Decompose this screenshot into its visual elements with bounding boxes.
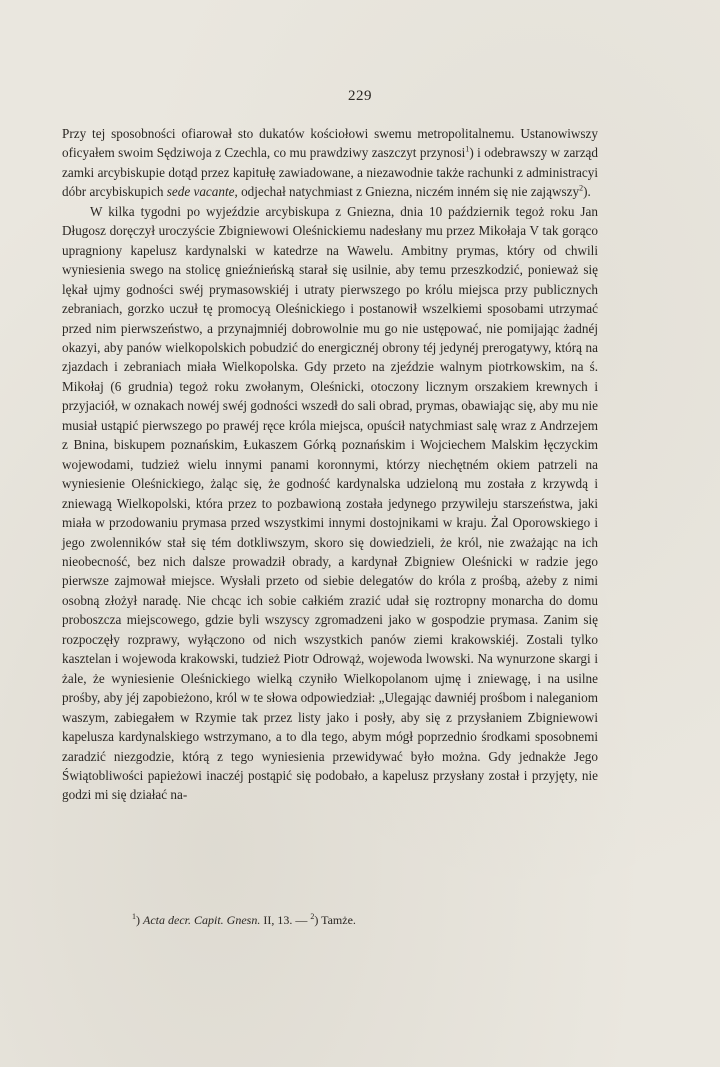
text-run: ) i odebrawszy w zarząd zamki arcybiskupie dotąd przez kapitułę zawiadowane, a niezawodnie także rachunki z administracyi dóbr arcybiskupich: [62, 145, 599, 200]
body-text: [62, 124, 598, 805]
paragraph: [62, 202, 598, 805]
text-run: ).: [583, 184, 591, 200]
page-number: 229: [348, 88, 372, 104]
italic-text: sede vacante: [166, 184, 235, 200]
text-run: II, 13. —: [260, 913, 311, 927]
footnote-marker: 1: [132, 912, 136, 921]
text-run: ): [136, 913, 143, 927]
footnotes: [132, 912, 592, 928]
text-run: ) Tamże.: [314, 913, 356, 927]
footnote-marker: 2: [310, 912, 315, 921]
footnote-marker: 1: [465, 145, 470, 155]
italic-text: Acta decr. Capit. Gnesn.: [143, 913, 261, 927]
paragraph: [62, 124, 598, 202]
text-run: W kilka tygodni po wyjeździe arcybiskupa z Gniezna, dnia 10 październik tegoż roku Jan Długosz doręczył uroczyście Zbigniewowi Oleśnickiemu nadesłany mu przez Mikołaja V tak gorąco upragniony kapelusz kardynalski w katedrze na Wawelu. Ambitny prymas, który od chwili wyniesienia swego na stolicę gnieźnieńską starał się usilnie, aby temu przeszkodzić, ponieważ się lękał ujmy godności swéj prymasowskiéj i utraty pierwszego po królu miejsca przy publicznych zebraniach, gorzko uczuł tę promocyą Oleśnickiego i postanowił wszelkiemi sposobami utrzymać przed nim pierwszeństwo, a przynajmniéj dobrowolnie mu go nie ustępować, nie pomijając żadnéj okazyi, aby panów wielkopolskich pobudzić do energicznéj obrony téj jedynéj prerogatywy, którą na zjazdach i zebraniach miała Wielkopolska. Gdy przeto na zjeździe walnym piotrkowskim, na ś. Mikołaj (6 grudnia) tegoż roku zwołanym, Oleśnicki, otoczony licznym orszakiem krewnych i przyjaciół, w oznakach nowéj swéj godności wszedł do sali obrad, prymas, obawiając się, aby mu nie musiał ustąpić pierwszego po prawéj ręce króla miejsca, opuścił natychmiast salę wraz z Andrzejem z Bnina, biskupem poznańskim, Łukaszem Górką poznańskim i Wojciechem Malskim łęczyckim wojewodami, tudzież wielu innymi panami koronnymi, którzy niechętném okiem patrzeli na wyniesienie Oleśnickiego, żaląc się, że godność kardynalska udzieloną mu została z krzywdą i zniewagą Wielkopolski, która przez to pozbawioną została jedynego przywileju starszeństwa, jaki miała w przodowaniu prymasa przed wszystkimi innymi dostojnikami w kraju. Żal Oporowskiego i jego zwolenników stał się tém dotkliwszym, skoro się dowiedzieli, że król, nie zważając na ich nieobecność, bez nich dalsze prowadził obrady, a kardynał Zbigniew Oleśnicki w radzie jego pierwsze zajmował miejsce. Wysłali przeto od siebie delegatów do króla z prośbą, ażeby z nimi osobną złożył naradę. Nie chcąc ich sobie całkiém zrazić udał się roztropny monarcha do domu proboszcza miejscowego, gdzie byli wszyscy zgromadzeni jako w gospodzie prymasa. Zanim się rozpoczęły rozprawy, wyłączono od nich wszystkich panów ziemi krakowskiéj. Zostali tylko kasztelan i wojewoda krakowski, tudzież Piotr Odrowąż, wojewoda lwowski. Na wynurzone skargi i żale, że wyniesienie Oleśnickiego wielką czyniło Wielkopolanom ujmę i zniewagę, i na usilne prośby, aby jéj zapobieżono, król w te słowa odpowiedział: „Ulegając dawniéj prośbom i naleganiom waszym, zabiegałem w Rzymie tak przez listy jako i posły, aby się z przysłaniem Zbigniewowi kapelusza kardynalskiego wstrzymano, a to dla tego, abym mógł poprzednio środkami sposobnemi zaradzić niezgodzie, którą z tego wyniesienia przewidywać było można. Gdy jednakże Jego Świątobliwości papieżowi inaczéj postąpić się podobało, a kapelusz przysłany został i przyjęty, nie godzi mi się działać na-: [62, 203, 598, 803]
text-run: , odjechał natychmiast z Gniezna, niczém inném się nie zająwszy: [234, 184, 580, 200]
text-run: Przy tej sposobności ofiarował sto dukatów kościołowi swemu metropolitalnemu. Ustanowiwszy oficyałem swoim Sędziwoja z Czechla, co mu prawdziwy zaszczyt przynosi: [62, 126, 598, 161]
footnote-marker: 2: [579, 183, 584, 193]
